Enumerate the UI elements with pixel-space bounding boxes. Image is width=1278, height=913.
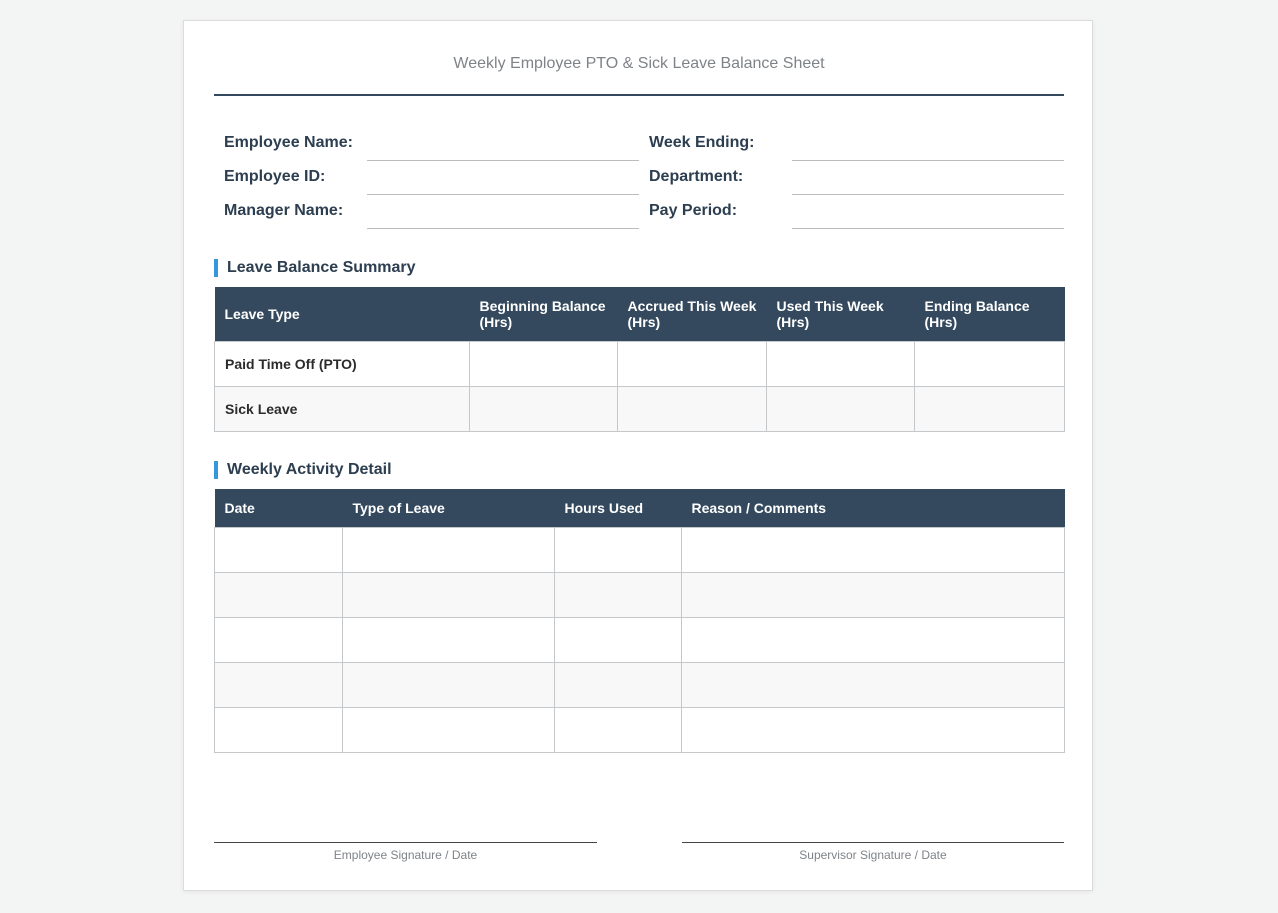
- employee-signature-line[interactable]: [214, 842, 597, 843]
- manager-name-label: Manager Name:: [224, 202, 344, 219]
- header-date: Date: [215, 489, 343, 527]
- table-row: [215, 341, 1065, 386]
- header-reason-comments: Reason / Comments: [682, 489, 1065, 527]
- activity-header-row: [215, 489, 1065, 527]
- week-ending-label: Week Ending:: [649, 134, 755, 151]
- table-row: [215, 617, 1065, 662]
- accrued-cell[interactable]: [618, 386, 767, 431]
- leave-summary-heading: Leave Balance Summary: [214, 259, 416, 277]
- header-accrued-this-week: Accrued This Week (Hrs): [618, 287, 767, 341]
- pay-period-label: Pay Period:: [649, 202, 738, 219]
- pay-period-field[interactable]: [792, 228, 1064, 229]
- document-title: Weekly Employee PTO & Sick Leave Balance Sheet: [453, 55, 825, 72]
- hours-used-cell[interactable]: [555, 707, 682, 752]
- hours-used-cell[interactable]: [555, 617, 682, 662]
- hours-used-cell[interactable]: [555, 527, 682, 572]
- header-hours-used: Hours Used: [555, 489, 682, 527]
- accrued-cell[interactable]: [618, 341, 767, 386]
- date-cell[interactable]: [215, 572, 343, 617]
- beginning-balance-cell[interactable]: [470, 386, 618, 431]
- beginning-balance-cell[interactable]: [470, 341, 618, 386]
- date-cell[interactable]: [215, 527, 343, 572]
- department-label: Department:: [649, 168, 744, 185]
- used-cell[interactable]: [767, 341, 915, 386]
- hours-used-cell[interactable]: [555, 662, 682, 707]
- employee-name-label: Employee Name:: [224, 134, 353, 151]
- type-of-leave-cell[interactable]: [343, 527, 555, 572]
- supervisor-signature-line[interactable]: [682, 842, 1064, 843]
- header-used-this-week: Used This Week (Hrs): [767, 287, 915, 341]
- employee-name-field[interactable]: [367, 160, 639, 161]
- table-row: [215, 662, 1065, 707]
- date-cell[interactable]: [215, 662, 343, 707]
- date-cell[interactable]: [215, 707, 343, 752]
- type-of-leave-cell[interactable]: [343, 707, 555, 752]
- header-beginning-balance: Beginning Balance (Hrs): [470, 287, 618, 341]
- hours-used-cell[interactable]: [555, 572, 682, 617]
- header-type-of-leave: Type of Leave: [343, 489, 555, 527]
- table-row: [215, 707, 1065, 752]
- used-cell[interactable]: [767, 386, 915, 431]
- table-row: [215, 386, 1065, 431]
- ending-balance-cell[interactable]: [915, 386, 1065, 431]
- supervisor-signature-label: Supervisor Signature / Date: [799, 848, 947, 862]
- employee-signature-label: Employee Signature / Date: [333, 848, 478, 862]
- header-leave-type: Leave Type: [215, 287, 470, 341]
- title-divider: [214, 94, 1064, 96]
- activity-detail-table: [214, 489, 1065, 753]
- table-row: [215, 572, 1065, 617]
- employee-id-field[interactable]: [367, 194, 639, 195]
- type-of-leave-cell[interactable]: [343, 617, 555, 662]
- pto-balance-sheet: [183, 20, 1093, 891]
- header-ending-balance: Ending Balance (Hrs): [915, 287, 1065, 341]
- reason-cell[interactable]: [682, 662, 1065, 707]
- department-field[interactable]: [792, 194, 1064, 195]
- manager-name-field[interactable]: [367, 228, 639, 229]
- activity-detail-heading: Weekly Activity Detail: [214, 461, 392, 479]
- table-row: [215, 527, 1065, 572]
- leave-type-cell: Paid Time Off (PTO): [215, 341, 470, 386]
- date-cell[interactable]: [215, 617, 343, 662]
- week-ending-field[interactable]: [792, 160, 1064, 161]
- leave-type-cell: Sick Leave: [215, 386, 470, 431]
- reason-cell[interactable]: [682, 617, 1065, 662]
- ending-balance-cell[interactable]: [915, 341, 1065, 386]
- type-of-leave-cell[interactable]: [343, 662, 555, 707]
- reason-cell[interactable]: [682, 527, 1065, 572]
- leave-summary-header-row: [215, 287, 1065, 341]
- employee-id-label: Employee ID:: [224, 168, 326, 185]
- reason-cell[interactable]: [682, 572, 1065, 617]
- leave-summary-table: [214, 287, 1065, 432]
- reason-cell[interactable]: [682, 707, 1065, 752]
- type-of-leave-cell[interactable]: [343, 572, 555, 617]
